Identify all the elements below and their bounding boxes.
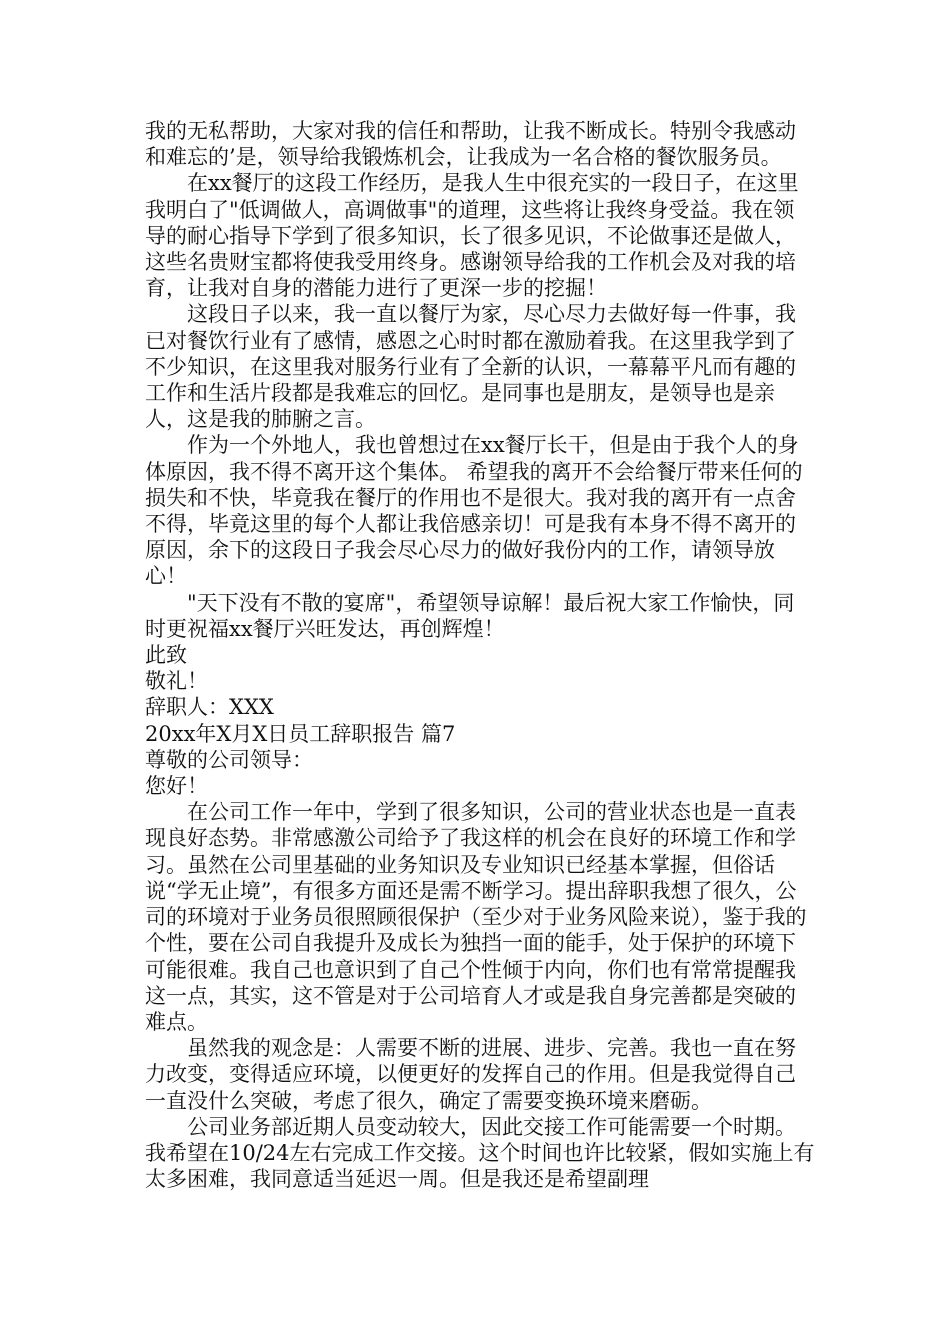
text-line: 作为一个外地人，我也曾想过在xx餐厅长干，但是由于我个人 xyxy=(187,433,757,458)
paragraph xyxy=(145,694,815,720)
text-line: 是领导也是亲人，这是我的肺腑之言。 xyxy=(145,381,775,432)
paragraph xyxy=(145,301,815,432)
paragraph xyxy=(145,432,815,589)
text-line: 做事还是做人，这些名贵财宝都将使我受用终身。感谢领导给我的 xyxy=(145,223,796,275)
paragraph xyxy=(145,170,815,301)
text-line: 学到了不少知识，在这里我对服务行业有了全新的认识，一幕幕平 xyxy=(145,328,796,379)
paragraph xyxy=(145,721,815,747)
document-page xyxy=(145,118,815,1192)
paragraph xyxy=(145,642,815,668)
text-line: 益。我在领导的耐心指导下学到了很多知识，长了很多见识，不论 xyxy=(145,197,795,248)
text-line: 我已对餐饮行业有了感情，感恩之心时时都在激励着我。在这里我 xyxy=(145,302,796,353)
text-line: 来任何的损失和不快，毕竟我在餐厅的作用也不是很大。我对我的 xyxy=(145,459,803,510)
text-line: 快，同时更祝福xx餐厅兴旺发达，再创辉煌！ xyxy=(145,590,795,641)
text-line: 尊敬的公司领导： xyxy=(145,747,313,772)
text-line: 感动和难忘的’是，领导给我锻炼机会，让我成为一名合格的餐饮 xyxy=(145,119,796,170)
text-line: 公司业务部近期人员变动较大，因此交接工作可能需要一个时 xyxy=(187,1114,754,1139)
text-line: 务风险来说），鉴于我的个性，要在公司自我提升及成长为独挡一 xyxy=(145,905,807,956)
text-line: 服务员。 xyxy=(697,145,782,170)
text-line: 觉得自己一直没什么突破，考虑了很久，确定了需要变换环境来磨 xyxy=(145,1062,796,1113)
text-line: 性倾于内向，你们也有常常提醒我这一点，其实，这不管是对于公 xyxy=(145,957,796,1008)
text-line: 在公司工作一年中，学到了很多知识，公司的营业状态也是一 xyxy=(187,800,754,825)
text-line: 辞职人：XXX xyxy=(145,695,274,720)
paragraph xyxy=(145,1114,815,1193)
text-line: 本身不得不离开的原因，余下的这段日子我会尽心尽力的做好我份 xyxy=(145,512,796,563)
paragraph xyxy=(145,668,815,694)
text-line: 砺。 xyxy=(670,1088,712,1113)
text-line: 这里我明白了"低调做人，高调做事"的道理，这些将让我终身受 xyxy=(145,171,799,222)
text-line: 在努力改变，变得适应环境，以便更好的发挥自己的作用。但是我 xyxy=(145,1036,796,1087)
text-line: 握，但俗话说“学无止境”，有很多方面还是需不断学习。提出辞 xyxy=(145,852,775,903)
text-line: 在xx餐厅的这段工作经历，是我人生中很充实的一段日子，在 xyxy=(187,171,757,196)
paragraph xyxy=(145,1035,815,1114)
paragraph xyxy=(145,747,815,773)
paragraph xyxy=(145,799,815,1035)
text-line: 离开有一点舍不得，毕竟这里的每个人都让我倍感亲切！可是我有 xyxy=(145,485,796,537)
text-line: 期。我希望在10/24左右完成工作交接。这个时间也许比较紧，假 xyxy=(145,1114,796,1165)
text-line: 20xx年X月X日员工辞职报告 篇7 xyxy=(145,721,456,746)
paragraph xyxy=(145,773,815,799)
text-line: 工作和学习。虽然在公司里基础的业务知识及专业知识已经基本掌 xyxy=(145,826,796,877)
text-line: 如实施上有太多困难，我同意适当延迟一周。但是我还是希望副理 xyxy=(145,1140,815,1192)
text-line: 虽然我的观念是：人需要不断的进展、进步、完善。我也一直 xyxy=(187,1036,754,1061)
text-line: 敬礼！ xyxy=(145,669,208,694)
paragraph xyxy=(145,590,815,642)
text-line: 凡而有趣的工作和生活片段都是我难忘的回忆。是同事也是朋友， xyxy=(145,354,796,406)
text-line: "天下没有不散的宴席"，希望领导谅解！最后祝大家工作愉 xyxy=(187,590,732,615)
text-line: 此致 xyxy=(145,643,187,668)
text-line: 掘！ xyxy=(565,276,607,301)
text-line: 职我想了很久，公司的环境对于业务员很照顾很保护（至少对于业 xyxy=(145,878,797,930)
text-line: 这段日子以来，我一直以餐厅为家，尽心尽力去做好每一件事， xyxy=(187,302,775,327)
text-line: 的身体原因，我不得不离开这个集体。 希望我的离开不会给餐厅带 xyxy=(145,433,799,484)
paragraph xyxy=(145,118,815,170)
text-line: 我的无私帮助，大家对我的信任和帮助，让我不断成长。特别令我 xyxy=(145,119,754,143)
text-line: 您好！ xyxy=(145,774,208,799)
text-line: 面的能手，处于保护的环境下可能很难。我自己也意识到了自己个 xyxy=(145,931,796,982)
text-line: 司培育人才或是我自身完善都是突破的难点。 xyxy=(145,983,796,1034)
text-line: 内的工作，请领导放心！ xyxy=(145,538,775,589)
text-line: 工作机会及对我的培育，让我对自身的潜能力进行了更深一步的挖 xyxy=(145,250,796,301)
text-line: 直表现良好态势。非常感激公司给予了我这样的机会在良好的环境 xyxy=(145,800,796,851)
